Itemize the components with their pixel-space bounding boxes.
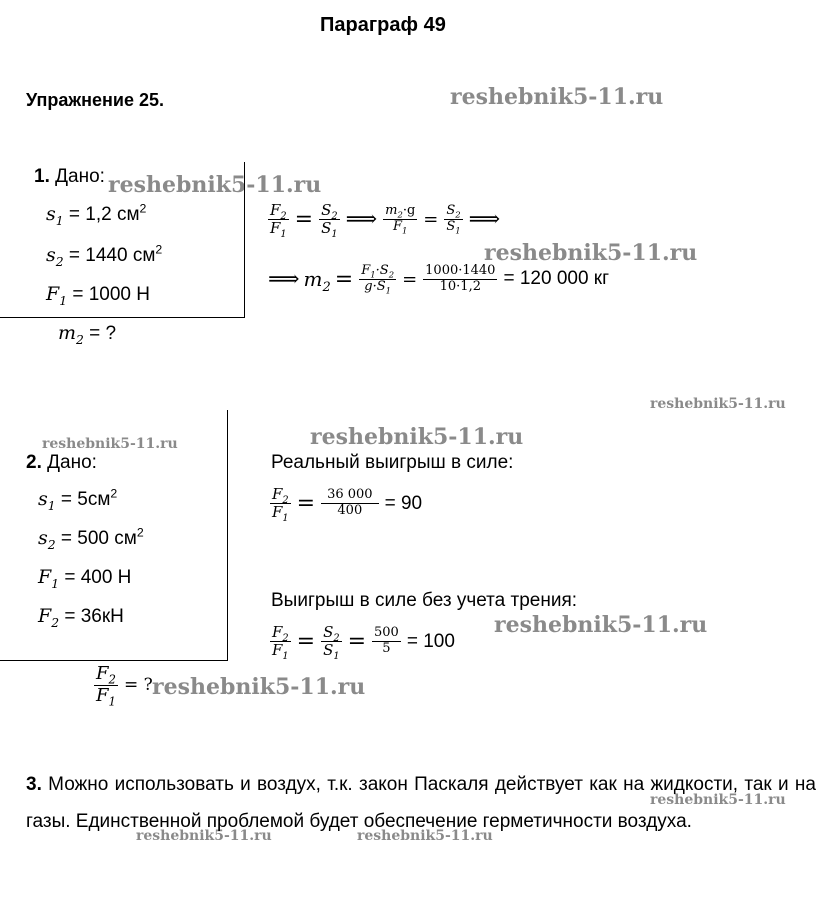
fraction: $\frac{F_2}{F_1}$ — [270, 201, 287, 241]
implies-arrow: ⟹ — [345, 207, 378, 233]
problem-1-number: 1. — [34, 166, 50, 187]
given-s2: $s_2 = 1440$ $см^2$ — [46, 242, 163, 269]
solution-1-line-2: ⟹ $m_2$ = $\frac{F_1\cdot S_2}{g\cdot S_1}$ = $\frac{1000\cdot 1440}{10\cdot 1,2}$ = 120 000 кг — [268, 263, 610, 296]
fraction: $\frac{36 000}{400}$ — [321, 488, 379, 519]
watermark: reshebnik5-11.ru — [136, 828, 272, 844]
result-1: = 120 000 кг — [503, 268, 610, 290]
given-f2: $F_2 = 36кН$ — [38, 605, 124, 630]
watermark: reshebnik5-11.ru — [650, 792, 786, 808]
fraction: $\frac{1000\cdot 1440}{10\cdot 1,2}$ — [425, 263, 496, 294]
fraction: $\frac{S_2}{S_1}$ — [321, 201, 338, 241]
ideal-gain-formula: $\frac{F_2}{F_1}$ = $\frac{S_2}{S_1}$ = $\frac{500}{5}$ = 100 — [272, 623, 455, 663]
result-2-real: = 90 — [384, 492, 423, 514]
result-2-ideal: = 100 — [406, 630, 455, 652]
watermark: reshebnik5-11.ru — [650, 396, 786, 412]
watermark: reshebnik5-11.ru — [42, 436, 178, 452]
fraction: $\frac{F_2}{F_1}$ — [272, 623, 289, 663]
given-f1: $F_1 = 1000$ Н — [46, 283, 150, 308]
problem-3-text: 3. Можно использовать и воздух, т.к. закон Паскаля действует как на жидкости, так и на газы. Единственной проблемой будет обеспечение герметичности воздуха. — [26, 774, 816, 832]
fraction: $\frac{F_1\cdot S_2}{g\cdot S_1}$ — [361, 263, 395, 296]
watermark: reshebnik5-11.ru — [310, 424, 524, 450]
problem-1-label — [34, 166, 105, 188]
page-title: Параграф 49 — [320, 14, 446, 36]
given-s2: $s_2 = 500$ $см^2$ — [38, 525, 144, 552]
fraction: $\frac{F_2}{F_1}$ — [96, 663, 116, 709]
watermark: reshebnik5-11.ru — [484, 240, 698, 266]
fraction: $\frac{S_2}{S_1}$ — [446, 203, 461, 236]
solution-1-line-1: $\frac{F_2}{F_1}$ = $\frac{S_2}{S_1}$ ⟹ $\frac{m_2\cdot g}{F_1}$ = $\frac{S_2}{S_1}$ ⟹ — [270, 201, 501, 241]
watermark: reshebnik5-11.ru — [108, 172, 322, 198]
ideal-gain-title: Выигрыш в силе без учета трения: — [271, 590, 578, 611]
implies-arrow: ⟹ — [268, 266, 300, 292]
fraction: $\frac{m_2\cdot g}{F_1}$ — [385, 203, 416, 236]
exercise-heading: Упражнение 25. — [26, 90, 165, 110]
find-m2: $m_2$ = ? — [58, 322, 117, 347]
watermark: reshebnik5-11.ru — [152, 674, 366, 700]
real-gain-formula: $\frac{F_2}{F_1}$ = $\frac{36 000}{400}$ = 90 — [272, 485, 423, 525]
given-label: Дано: — [49, 166, 105, 187]
given-f1: $F_1 = 400$ Н — [38, 566, 132, 591]
watermark: reshebnik5-11.ru — [494, 612, 708, 638]
real-gain-title: Реальный выигрыш в силе: — [271, 452, 514, 473]
find-ratio: $\frac{F_2}{F_1}$ = ? — [96, 663, 153, 709]
watermark: reshebnik5-11.ru — [357, 828, 493, 844]
given-s1: $s_1 = 1,2$ $см^2$ — [46, 201, 147, 228]
fraction: $\frac{S_2}{S_1}$ — [323, 623, 340, 663]
problem-2-label — [26, 452, 97, 474]
fraction: $\frac{F_2}{F_1}$ — [272, 485, 289, 525]
fraction: $\frac{500}{5}$ — [374, 625, 399, 657]
given-label: Дано: — [41, 452, 97, 473]
problem-2-number: 2. — [26, 452, 42, 473]
watermark: reshebnik5-11.ru — [450, 84, 664, 110]
given-s1: $s_1 = 5см^2$ — [38, 486, 118, 513]
problem-3-number: 3. — [26, 774, 42, 795]
implies-arrow: ⟹ — [468, 207, 501, 233]
